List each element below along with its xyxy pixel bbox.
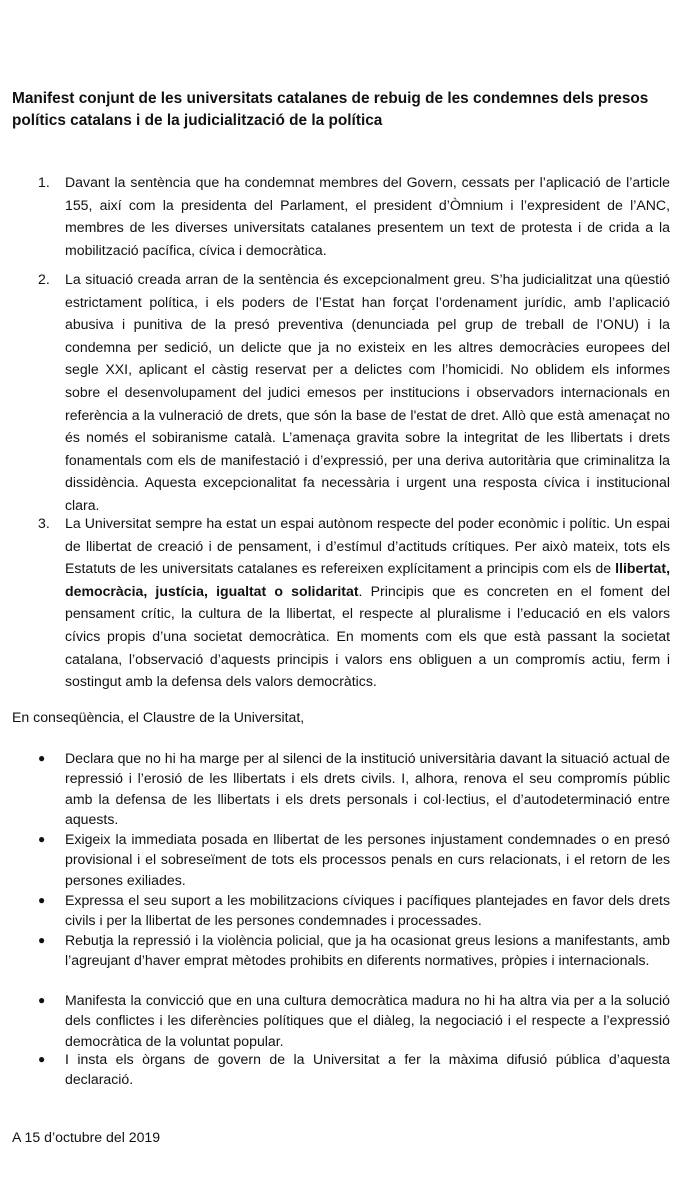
- point-text-part: . Principis que es concreten en el foment del pensament crític, la cultura de la llibertat, el respecte al pluralisme i l’educació en els valors cívics propis d’una societat democràtica. En moments com els que està passant la societat catalana, l’observació d’aquests principis i valors ens obliguen a un compromís actiu, ferm i sostingut amb la defensa dels valors democràtics.: [65, 582, 670, 690]
- point-text: [65, 512, 670, 693]
- point-number: 3.: [38, 515, 50, 531]
- point-text: La situació creada arran de la sentència és excepcionalment greu. S’ha judicialitzat una qüestió estrictament política, i els poders de l’Estat han forçat l’ordenament jurídic, amb l’aplicació abusiva i punitiva de la presó preventiva (denunciada pel grup de treball de l’ONU) i la condemna per sedició, un delicte que ja no existeix en les altres democràcies europees del segle XXI, aplicant el càstig reservat per a delictes com l’homicidi. No oblidem els informes sobre el desenvolupament del judici emesos per institucions i observadors internacionals en referència a la vulneració de drets, que són la base de l'estat de dret. Allò que està amenaçat no és només el sobiranisme català. L’amenaça gravita sobre la integritat de les llibertats i drets fonamentals com els de manifestació i d’expressió, per una deriva autoritària que criminalitza la dissidència. Aquesta excepcionalitat fa necessària i urgent una resposta cívica i institucional clara.: [65, 271, 670, 513]
- point-number: 2.: [38, 271, 50, 287]
- point-text-bold: llibertat, democràcia, justícia, igualtat o solidaritat: [65, 560, 670, 599]
- bullet-text: Rebutja la repressió i la violència policial, que ja ha ocasionat greus lesions a manifestants, amb l’agreujant d’haver emprat mètodes prohibits en diferents normatives, pròpies i internacionals.: [65, 932, 670, 969]
- bullet-icon: ●: [38, 933, 46, 947]
- document-title: Manifest conjunt de les universitats catalanes de rebuig de les condemnes dels presos polítics catalans i de la judicialització de la política: [12, 90, 649, 129]
- bullet-text: Expressa el seu suport a les mobilitzacions cíviques i pacífiques plantejades en favor dels drets civils i per la llibertat de les persones condemnades i processades.: [65, 892, 670, 929]
- intro-line: En conseqüència, el Claustre de la Universitat,: [12, 709, 305, 725]
- bullet-icon: ●: [38, 751, 46, 765]
- bullet-text: Manifesta la convicció que en una cultura democràtica madura no hi ha altra via per a la solució dels conflictes i les diferències polítiques que el diàleg, la negociació i el respecte a l’expressió democràtica de la voluntat popular.: [65, 992, 670, 1049]
- bullet-text: Declara que no hi ha marge per al silenci de la institució universitària davant la situació actual de repressió i l’erosió de les llibertats i els drets civils. I, alhora, renova el seu compromís públic amb la defensa de les llibertats i els drets personals i col·lectius, el d’autodeterminació entre aquests.: [65, 750, 670, 827]
- document-date: A 15 d’octubre del 2019: [12, 1129, 161, 1145]
- bullet-icon: ●: [38, 893, 46, 907]
- bullet-text: Exigeix la immediata posada en llibertat de les persones injustament condemnades o en presó provisional i el sobreseïment de tots els processos penals en curs relacionats, i el retorn de les persones exiliades.: [65, 831, 670, 888]
- bullet-icon: ●: [38, 993, 46, 1007]
- point-text: Davant la sentència que ha condemnat membres del Govern, cessats per l’aplicació de l’article 155, així com la presidenta del Parlament, el president d’Òmnium i l’expresident de l’ANC, membres de les diverses universitats catalanes presentem un text de protesta i de crida a la mobilització pacífica, cívica i democràtica.: [65, 174, 670, 258]
- bullet-icon: ●: [38, 832, 46, 846]
- bullet-text: I insta els òrgans de govern de la Universitat a fer la màxima difusió pública d’aquesta declaració.: [65, 1051, 670, 1088]
- point-number: 1.: [38, 174, 50, 190]
- point-text-part: La Universitat sempre ha estat un espai autònom respecte del poder econòmic i polític. Un espai de llibertat de creació i de pensament, i d’estímul d’actituds crítiques. Per això mateix, tots els Estatuts de les universitats catalanes es refereixen explícitament a principis com els de: [65, 515, 670, 577]
- bullet-icon: ●: [38, 1052, 46, 1066]
